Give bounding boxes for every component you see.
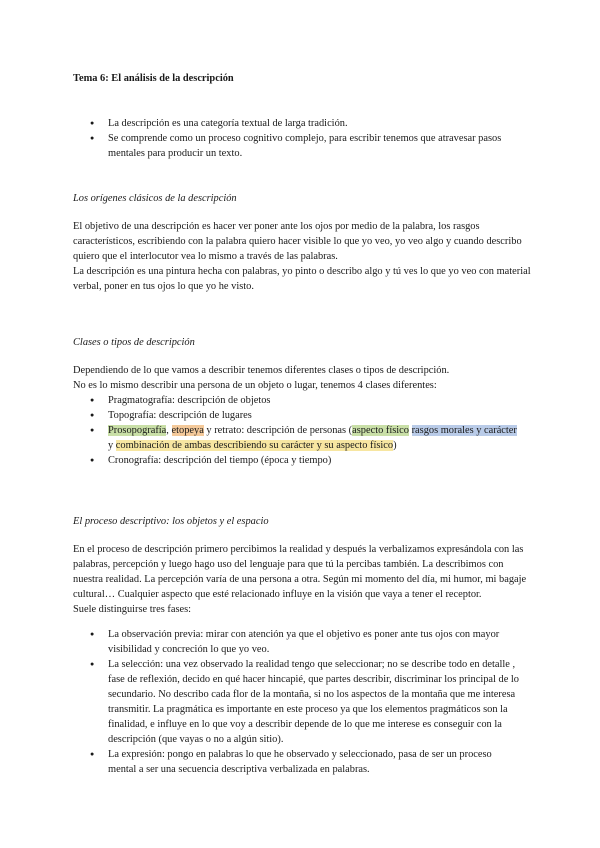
highlight-rasgos-morales: rasgos morales y carácter [411, 425, 517, 436]
paragraph: Dependiendo de lo que vamos a describir tenemos diferentes clases o tipos de descripción. [73, 365, 450, 376]
highlight-aspecto-fisico: aspecto físico [352, 425, 409, 436]
highlight-etopeya: etopeya [171, 425, 204, 436]
clases-bullet-list [90, 393, 520, 468]
list-item: ● La observación previa: mirar con atención ya que el objetivo es poner ante tus ojos con mayor visibilidad y concreción lo que yo veo. [90, 627, 520, 657]
list-item: ● La selección: una vez observado la realidad tengo que seleccionar; no se describe todo en detalle , fase de reflexión, decido en qué hacer hincapié, que partes describir, discriminar los principal de lo secundario. No describo cada flor de la montaña, si no los aspectos de la montaña que me interesa transmitir. La pragmática es importante en este proceso ya que los elementos pragmáticos son la finalidad, e influye en lo que voy a describir depende de lo que me interese es conseguir con la descripción (que vayas o no a algún sitio). [90, 657, 520, 747]
list-item: ● La expresión: pongo en palabras lo que he observado y seleccionado, pasa de ser un proceso mental a ser una secuencia descriptiva verbalizada en palabras. [90, 747, 520, 777]
intro-bullet-list [90, 116, 520, 161]
section-heading-origenes: Los orígenes clásicos de la descripción [73, 193, 237, 204]
text-fragment: y [108, 440, 116, 451]
text-fragment: , [166, 425, 172, 436]
text-fragment: y retrato: descripción de personas ( [203, 425, 353, 436]
section-heading-clases: Clases o tipos de descripción [73, 337, 195, 348]
list-item: ● Se comprende como un proceso cognitivo complejo, para escribir tenemos que atravesar pasos mentales para producir un texto. [90, 131, 520, 161]
highlight-prosopografia: Prosopografía [108, 425, 167, 436]
list-item: ● Pragmatografía: descripción de objetos [90, 393, 520, 408]
list-item: ● Cronografía: descripción del tiempo (época y tiempo) [90, 453, 520, 468]
document-title: Tema 6: El análisis de la descripción [73, 73, 234, 84]
section-origenes-body [73, 219, 533, 294]
list-item: ● Topografía: descripción de lugares [90, 408, 520, 423]
paragraph: Suele distinguirse tres fases: [73, 604, 192, 615]
section-clases-body [73, 363, 533, 393]
list-item-prosopografia [90, 423, 520, 453]
section-proceso-body [73, 542, 533, 617]
list-item: ● La descripción es una categoría textual de larga tradición. [90, 116, 520, 131]
paragraph: En el proceso de descripción primero percibimos la realidad y después la verbalizamos expresándola con las palabras, percepción y luego hago uso del lenguaje para que tú la percibas también. La describimos con nuestra realidad. La percepción varía de una persona a otra. Según mi momento del día, mi humor, mi bagaje cultural… Cualquier aspecto que esté relacionado influye en la visión que vaya a tener el receptor. [73, 544, 527, 600]
highlight-combinacion: combinación de ambas describiendo su carácter y su aspecto físico [115, 440, 394, 451]
paragraph: La descripción es una pintura hecha con palabras, yo pinto o describo algo y tú ves lo que yo veo con material verbal, poner en tus ojos lo que yo he visto. [73, 266, 531, 292]
text-fragment: ) [393, 440, 397, 451]
paragraph: El objetivo de una descripción es hacer ver poner ante los ojos por medio de la palabra, los rasgos característicos, escribiendo con la palabra quiero hacer visible lo que yo veo, yo veo algo y cuando describo quiero que el interlocutor vea lo mismo a través de las palabras. [73, 221, 522, 262]
paragraph: No es lo mismo describir una persona de un objeto o lugar, tenemos 4 clases diferentes: [73, 380, 437, 391]
fases-bullet-list [90, 627, 520, 777]
section-heading-proceso: El proceso descriptivo: los objetos y el espacio [73, 516, 269, 527]
